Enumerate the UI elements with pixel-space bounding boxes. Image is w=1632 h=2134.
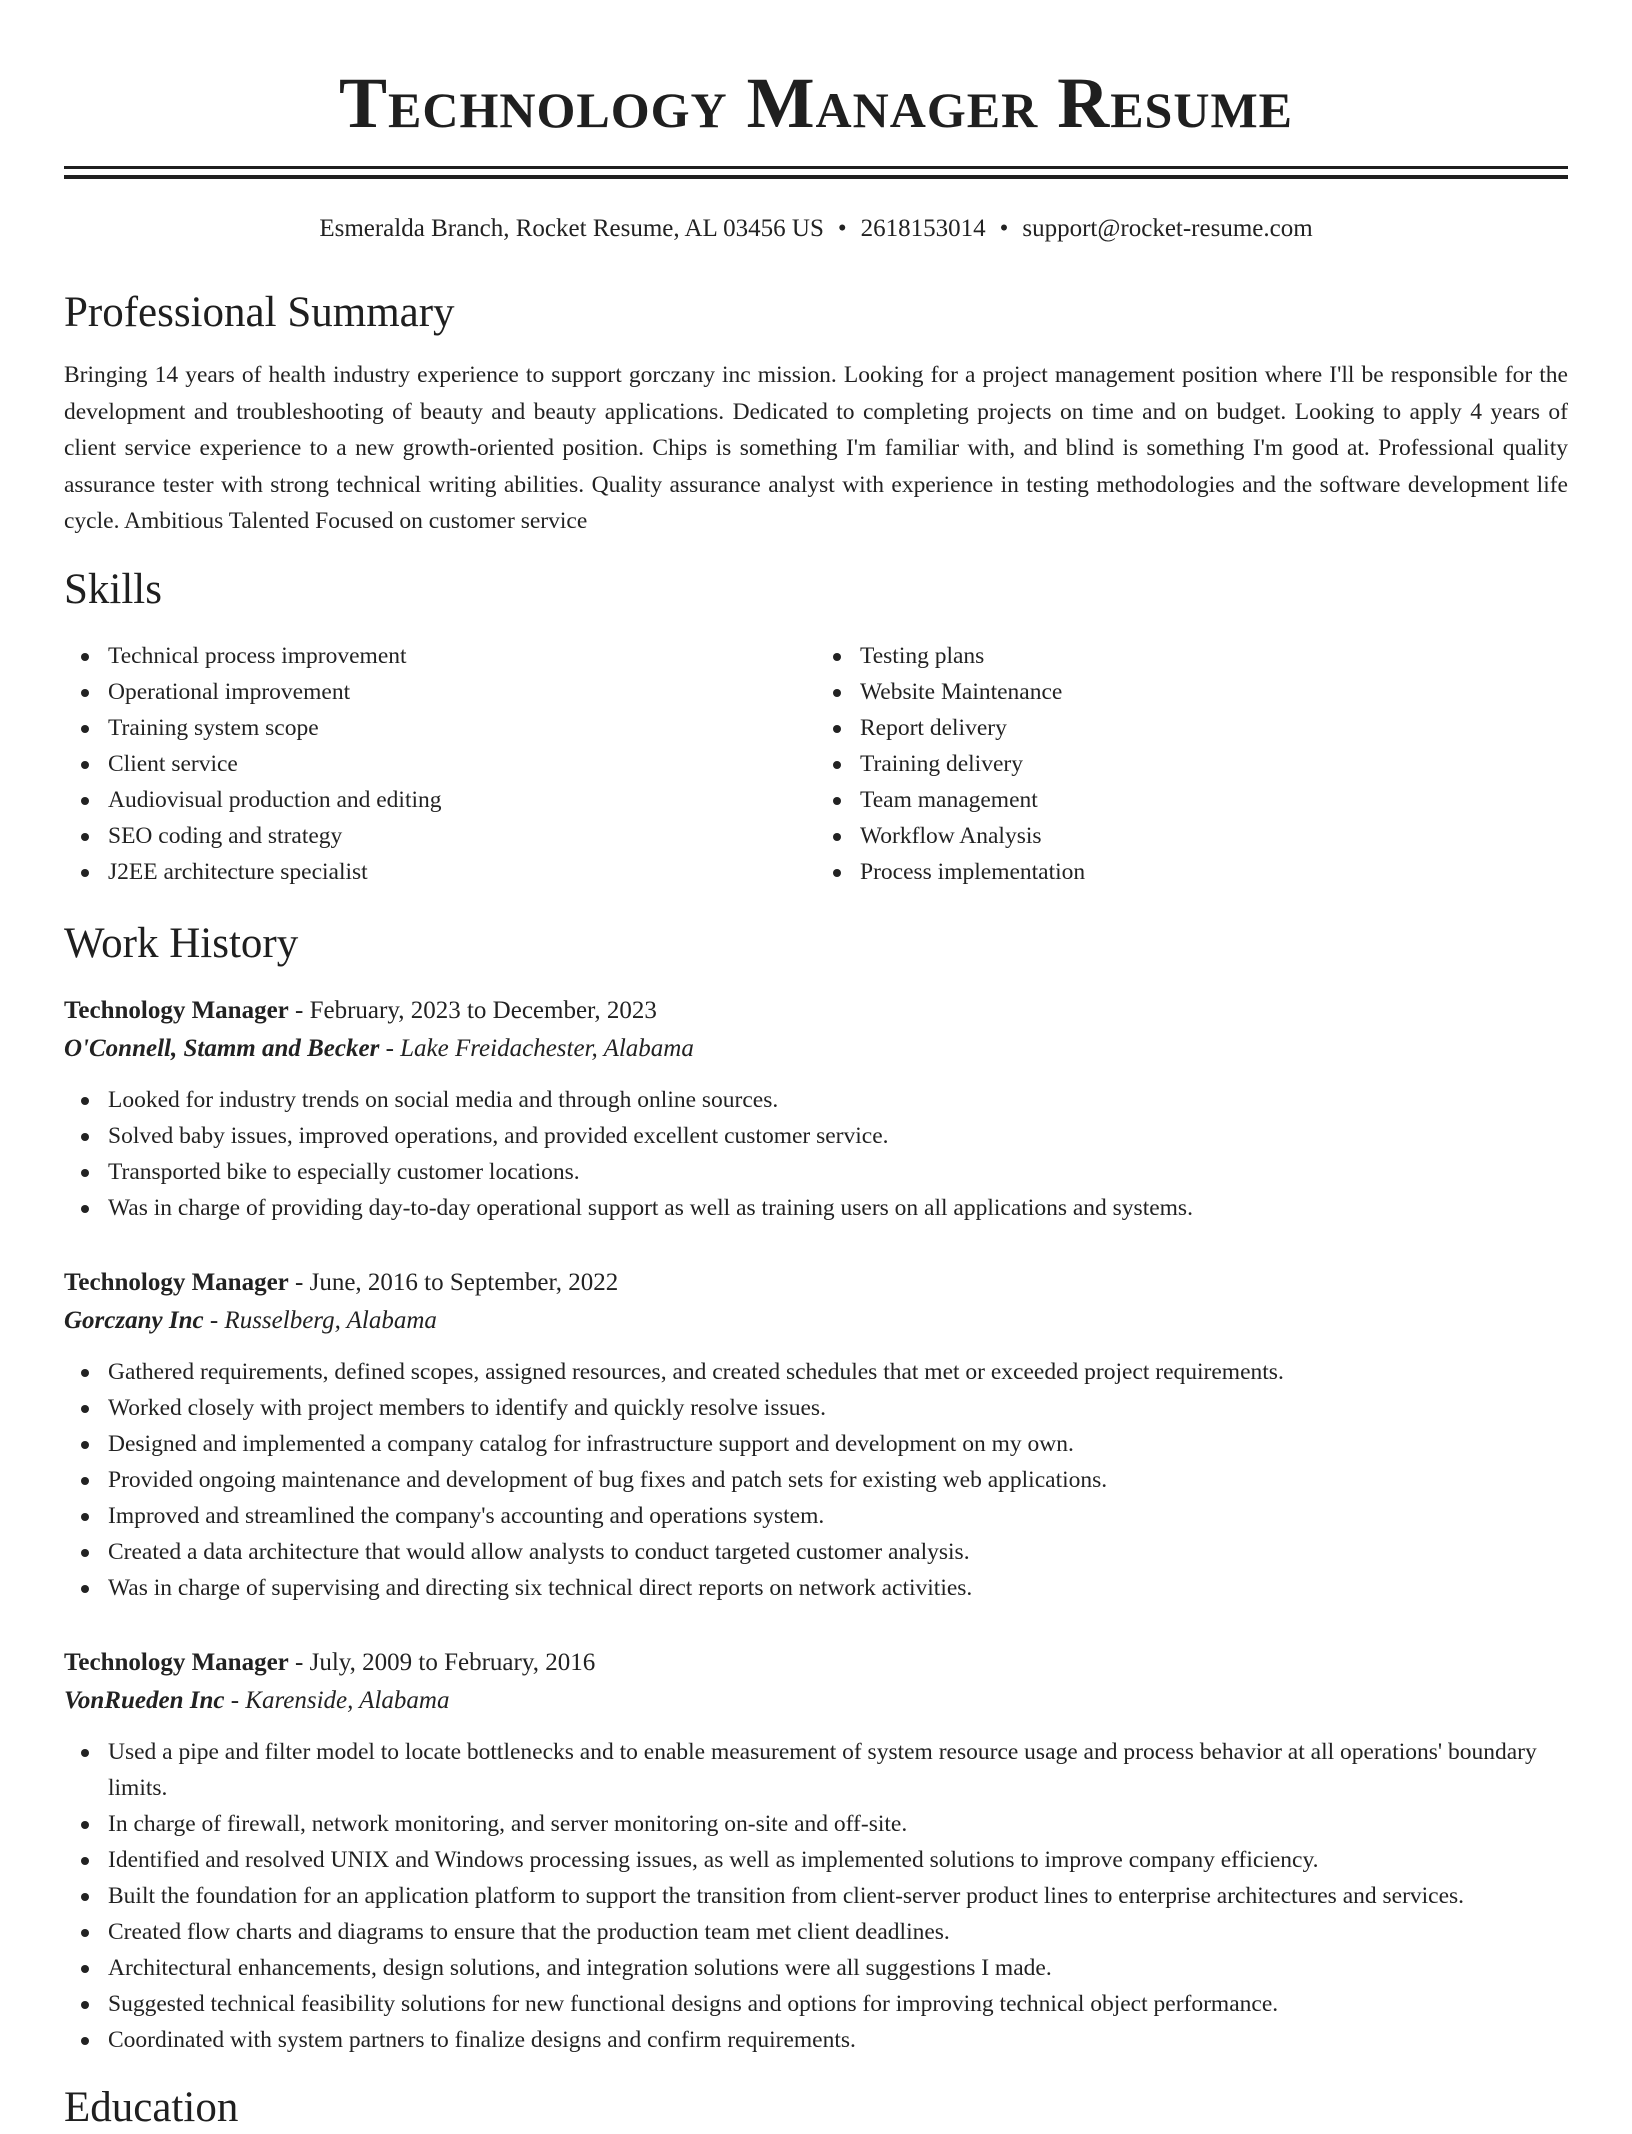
skill-item: Technical process improvement	[108, 638, 816, 674]
job-dates: - June, 2016 to September, 2022	[288, 1268, 619, 1296]
job-company-line	[64, 1682, 1568, 1720]
company-name: Gorczany Inc	[64, 1306, 204, 1334]
skill-item: Process implementation	[860, 854, 1568, 890]
skill-item: Operational improvement	[108, 674, 816, 710]
job-title: Technology Manager	[64, 996, 289, 1024]
duty-item: Identified and resolved UNIX and Windows processing issues, as well as implemented solutions to improve company efficiency.	[108, 1842, 1568, 1878]
skill-item: Audiovisual production and editing	[108, 782, 816, 818]
duty-item: Created flow charts and diagrams to ensure that the production team met client deadlines.	[108, 1914, 1568, 1950]
job-title: Technology Manager	[64, 1648, 289, 1676]
skill-item: Training delivery	[860, 746, 1568, 782]
duty-item: Used a pipe and filter model to locate bottlenecks and to enable measurement of system resource usage and process behavior at all operations' boundary limits.	[108, 1734, 1568, 1806]
duty-item: Architectural enhancements, design solutions, and integration solutions were all suggestions I made.	[108, 1950, 1568, 1986]
skill-item: J2EE architecture specialist	[108, 854, 816, 890]
skill-item: Website Maintenance	[860, 674, 1568, 710]
duty-item: In charge of firewall, network monitoring, and server monitoring on-site and off-site.	[108, 1806, 1568, 1842]
job-dates: - February, 2023 to December, 2023	[288, 996, 657, 1024]
company-location: - Russelberg, Alabama	[203, 1306, 437, 1334]
title-divider-bottom	[64, 175, 1568, 179]
skills-list-left	[64, 638, 816, 890]
duty-item: Designed and implemented a company catalog for infrastructure support and development on my own.	[108, 1426, 1568, 1462]
work-history-heading: Work History	[64, 919, 299, 967]
duty-item: Worked closely with project members to identify and quickly resolve issues.	[108, 1390, 1568, 1426]
contact-separator: •	[999, 215, 1009, 242]
job-entry	[64, 1644, 1568, 2058]
skill-item: Testing plans	[860, 638, 1568, 674]
contact-email: support@rocket-resume.com	[1022, 215, 1313, 242]
duty-list	[64, 1734, 1568, 2058]
job-title: Technology Manager	[64, 1268, 289, 1296]
duty-item: Was in charge of supervising and directing six technical direct reports on network activities.	[108, 1570, 1568, 1606]
duty-list	[64, 1082, 1568, 1226]
job-company-line	[64, 1030, 1568, 1068]
company-location: - Karenside, Alabama	[224, 1686, 450, 1714]
summary-heading: Professional Summary	[64, 289, 455, 336]
job-entry	[64, 992, 1568, 1226]
skill-item: SEO coding and strategy	[108, 818, 816, 854]
duty-item: Gathered requirements, defined scopes, assigned resources, and created schedules that met or exceeded project requirements.	[108, 1354, 1568, 1390]
contact-separator: •	[837, 215, 847, 242]
duty-item: Was in charge of providing day-to-day operational support as well as training users on all applications and systems.	[108, 1190, 1568, 1226]
job-header	[64, 1644, 1568, 1682]
job-entry	[64, 1264, 1568, 1606]
company-name: O'Connell, Stamm and Becker	[64, 1034, 380, 1062]
contact-address: Esmeralda Branch, Rocket Resume, AL 03456 US	[319, 215, 824, 242]
contact-phone: 2618153014	[860, 215, 986, 242]
skill-item: Training system scope	[108, 710, 816, 746]
job-company-line	[64, 1302, 1568, 1340]
duty-item: Coordinated with system partners to finalize designs and confirm requirements.	[108, 2022, 1568, 2058]
duty-item: Created a data architecture that would allow analysts to conduct targeted customer analysis.	[108, 1534, 1568, 1570]
skill-item: Report delivery	[860, 710, 1568, 746]
duty-item: Built the foundation for an application platform to support the transition from client-server product lines to enterprise architectures and services.	[108, 1878, 1568, 1914]
contact-line	[64, 213, 1568, 245]
job-header	[64, 992, 1568, 1030]
skill-item: Client service	[108, 746, 816, 782]
skill-item: Team management	[860, 782, 1568, 818]
job-dates: - July, 2009 to February, 2016	[288, 1648, 596, 1676]
company-name: VonRueden Inc	[64, 1686, 225, 1714]
education-heading: Education	[64, 2083, 239, 2131]
duty-item: Transported bike to especially customer locations.	[108, 1154, 1568, 1190]
title-divider-top	[64, 166, 1568, 169]
skills-grid	[64, 638, 1568, 890]
duty-item: Suggested technical feasibility solutions for new functional designs and options for improving technical object performance.	[108, 1986, 1568, 2022]
skills-heading: Skills	[64, 565, 162, 613]
summary-text: Bringing 14 years of health industry experience to support gorczany inc mission. Looking for a project management position where I'll be responsible for the development and troubleshooting of beauty and beauty applications. Dedicated to completing projects on time and on budget. Looking to apply 4 years of client service experience to a new growth-oriented position. Chips is something I'm familiar with, and blind is something I'm good at. Professional quality assurance tester with strong technical writing abilities. Quality assurance analyst with experience in testing methodologies and the software development life cycle. Ambitious Talented Focused on customer service	[64, 362, 1568, 534]
resume-page	[64, 0, 1568, 2134]
skills-list-right	[816, 638, 1568, 890]
company-location: - Lake Freidachester, Alabama	[379, 1034, 694, 1062]
skill-item: Workflow Analysis	[860, 818, 1568, 854]
duty-item: Improved and streamlined the company's accounting and operations system.	[108, 1498, 1568, 1534]
duty-item: Provided ongoing maintenance and development of bug fixes and patch sets for existing web applications.	[108, 1462, 1568, 1498]
job-header	[64, 1264, 1568, 1302]
duty-item: Solved baby issues, improved operations, and provided excellent customer service.	[108, 1118, 1568, 1154]
resume-title: Technology Manager Resume	[338, 63, 1294, 143]
duty-item: Looked for industry trends on social media and through online sources.	[108, 1082, 1568, 1118]
duty-list	[64, 1354, 1568, 1606]
